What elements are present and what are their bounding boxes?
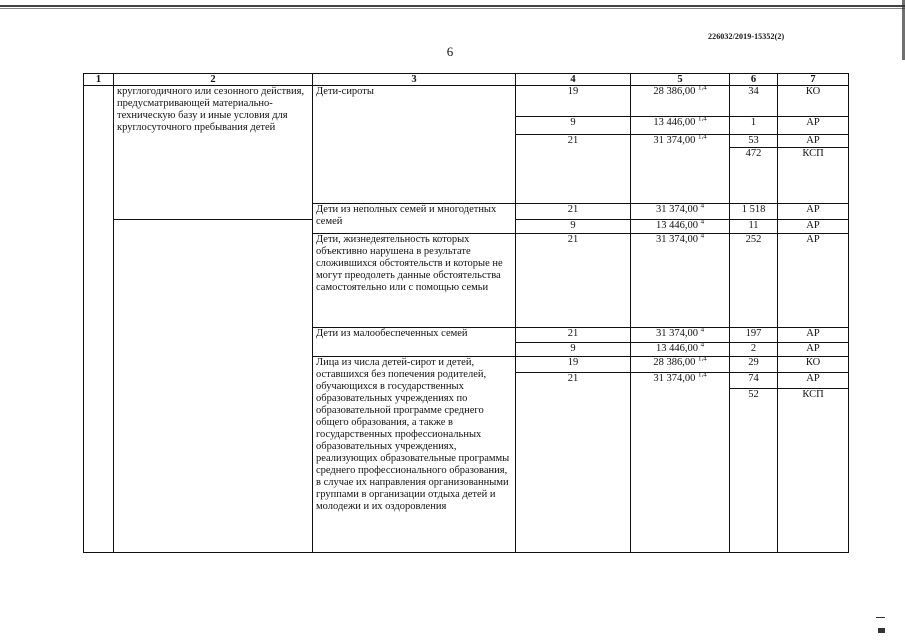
age-value: 9 bbox=[516, 343, 631, 357]
age-value: 21 bbox=[516, 135, 631, 204]
count-value: 11 bbox=[730, 220, 778, 234]
count-value: 29 bbox=[730, 357, 778, 373]
scan-artifact-top-thin bbox=[0, 8, 905, 9]
cost-value: 31 374,00 $^{1,4}$ bbox=[631, 135, 730, 204]
col-number-5: 5 bbox=[631, 74, 730, 86]
agency-code: КСП bbox=[778, 389, 849, 553]
agency-code: АР bbox=[778, 135, 849, 148]
cost-value: 13 446,00 $^{1,4}$ bbox=[631, 117, 730, 135]
age-value: 21 bbox=[516, 328, 631, 343]
cost-value: 28 386,00 $^{1,4}$ bbox=[631, 86, 730, 117]
age-value: 21 bbox=[516, 234, 631, 328]
count-value: 53 bbox=[730, 135, 778, 148]
col-number-1: 1 bbox=[84, 74, 114, 86]
count-value: 197 bbox=[730, 328, 778, 343]
count-value: 74 bbox=[730, 373, 778, 389]
agency-code: КСП bbox=[778, 148, 849, 204]
age-value: 19 bbox=[516, 86, 631, 117]
cost-value: 28 386,00 $^{1,4}$ bbox=[631, 357, 730, 373]
col-number-3: 3 bbox=[313, 74, 516, 86]
scan-artifact-bottom bbox=[876, 617, 885, 618]
cost-value: 31 374,00 $^4$ bbox=[631, 204, 730, 220]
age-value: 9 bbox=[516, 220, 631, 234]
cost-value: 31 374,00 $^4$ bbox=[631, 328, 730, 343]
category-graduates: Лица из числа детей-сирот и детей, оставшихся без попечения родителей, обучающихся в государственных образовательных учреждениях по образовательной программе среднего общего образования, а также в государственных профессиональных образовательных учреждениях, реализующих образовательные программы среднего профессионального образования, в случае их направления организованными группами в организации отдыха детей и молодежи и их оздоровления bbox=[313, 357, 516, 553]
age-value: 21 bbox=[516, 204, 631, 220]
age-value: 21 bbox=[516, 373, 631, 553]
column-number-row bbox=[84, 74, 849, 86]
count-value: 1 bbox=[730, 117, 778, 135]
age-value: 9 bbox=[516, 117, 631, 135]
col-number-6: 6 bbox=[730, 74, 778, 86]
col-number-4: 4 bbox=[516, 74, 631, 86]
agency-code: АР bbox=[778, 373, 849, 389]
page-number: 6 bbox=[446, 44, 454, 59]
agency-code: КО bbox=[778, 357, 849, 373]
category-difficult-circumstances: Дети, жизнедеятельность которых объективно нарушена в результате сложившихся обстоятельств и которые не могут преодолеть данные обстоятельства самостоятельно или с помощью семьи bbox=[313, 234, 516, 328]
age-value: 19 bbox=[516, 357, 631, 373]
scan-artifact-corner bbox=[878, 628, 885, 633]
agency-code: КО bbox=[778, 86, 849, 117]
col-number-2: 2 bbox=[114, 74, 313, 86]
agency-code: АР bbox=[778, 220, 849, 234]
scan-artifact-top bbox=[0, 5, 905, 7]
col1-cell bbox=[84, 86, 114, 553]
category-incomplete-families: Дети из неполных семей и многодетных семей bbox=[313, 204, 516, 234]
agency-code: АР bbox=[778, 343, 849, 357]
cost-value: 31 374,00 $^4$ bbox=[631, 234, 730, 328]
count-value: 52 bbox=[730, 389, 778, 553]
count-value: 1 518 bbox=[730, 204, 778, 220]
count-value: 252 bbox=[730, 234, 778, 328]
col-number-7: 7 bbox=[778, 74, 849, 86]
agency-code: АР bbox=[778, 204, 849, 220]
count-value: 2 bbox=[730, 343, 778, 357]
institution-description: круглогодичного или сезонного действия, предусматривающей материально-техническую базу и иные условия для круглосуточного пребывания детей bbox=[114, 86, 313, 220]
agency-code: АР bbox=[778, 328, 849, 343]
col2-continued bbox=[114, 220, 313, 553]
cost-value: 31 374,00 $^{1,4}$ bbox=[631, 373, 730, 553]
count-value: 34 bbox=[730, 86, 778, 117]
budget-table bbox=[83, 73, 849, 553]
category-low-income: Дети из малообеспеченных семей bbox=[313, 328, 516, 357]
cost-value: 13 446,00 $^4$ bbox=[631, 220, 730, 234]
document-number: 226032/2019-15352(2) bbox=[708, 32, 785, 41]
category-orphans: Дети-сироты bbox=[313, 86, 516, 204]
count-value: 472 bbox=[730, 148, 778, 204]
agency-code: АР bbox=[778, 234, 849, 328]
agency-code: АР bbox=[778, 117, 849, 135]
table-row bbox=[84, 86, 849, 117]
cost-value: 13 446,00 $^4$ bbox=[631, 343, 730, 357]
